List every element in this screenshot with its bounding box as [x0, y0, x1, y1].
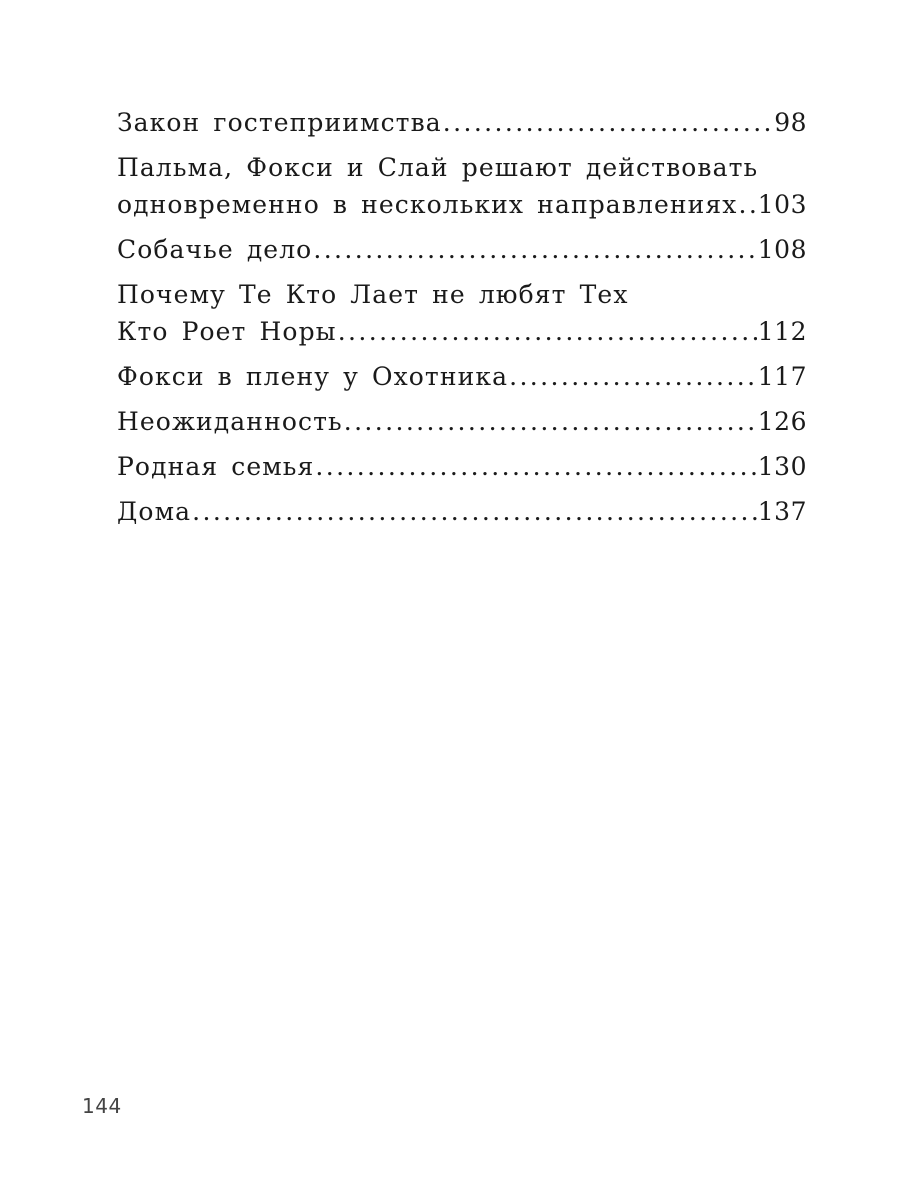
- toc-entry: [117, 149, 807, 223]
- toc-entry: [117, 231, 807, 268]
- toc-page-number: 117: [757, 362, 807, 391]
- toc-entry-title: Неожиданность: [117, 407, 343, 436]
- toc-page-number: 108: [757, 235, 807, 264]
- toc-entry-title: Почему Те Кто Лает не любят Тех: [117, 280, 629, 309]
- toc-entry: [117, 358, 807, 395]
- dot-leader: [443, 104, 773, 141]
- toc-entry: [117, 493, 807, 530]
- toc-entry-line: [117, 231, 807, 268]
- toc-entry-line: [117, 104, 807, 141]
- toc-entry-title: Родная семья: [117, 452, 315, 481]
- toc-page-number: 112: [757, 317, 807, 346]
- dot-leader: [192, 493, 757, 530]
- toc-entry-title: Собачье дело: [117, 235, 313, 264]
- toc-entry-line: [117, 448, 807, 485]
- page-number: 144: [82, 1094, 122, 1118]
- toc-page-number: 98: [774, 108, 807, 137]
- dot-leader: [509, 358, 757, 395]
- toc-entry-line: [117, 186, 807, 223]
- dot-leader: [315, 448, 756, 485]
- dot-leader: [338, 313, 757, 350]
- toc-page-number: 130: [757, 452, 807, 481]
- table-of-contents: [117, 104, 807, 538]
- dot-leader: [313, 231, 756, 268]
- toc-entry: [117, 448, 807, 485]
- toc-entry-title: Пальма, Фокси и Слай решают действовать: [117, 153, 759, 182]
- toc-entry: [117, 104, 807, 141]
- toc-entry-title: Фокси в плену у Охотника: [117, 362, 509, 391]
- toc-entry: [117, 403, 807, 440]
- toc-entry-title-continued: одновременно в нескольких направлениях: [117, 190, 738, 219]
- toc-entry: [117, 276, 807, 350]
- dot-leader: [738, 186, 756, 223]
- toc-page-number: 126: [757, 407, 807, 436]
- toc-entry-line: [117, 403, 807, 440]
- toc-entry-title: Закон гостеприимства: [117, 108, 442, 137]
- toc-entry-title: Дома: [117, 497, 192, 526]
- toc-entry-line: [117, 313, 807, 350]
- toc-page-number: 137: [757, 497, 807, 526]
- toc-entry-title-continued: Кто Роет Норы: [117, 317, 337, 346]
- toc-page-number: 103: [757, 190, 807, 219]
- dot-leader: [344, 403, 757, 440]
- toc-entry-line: [117, 493, 807, 530]
- toc-entry-line: [117, 358, 807, 395]
